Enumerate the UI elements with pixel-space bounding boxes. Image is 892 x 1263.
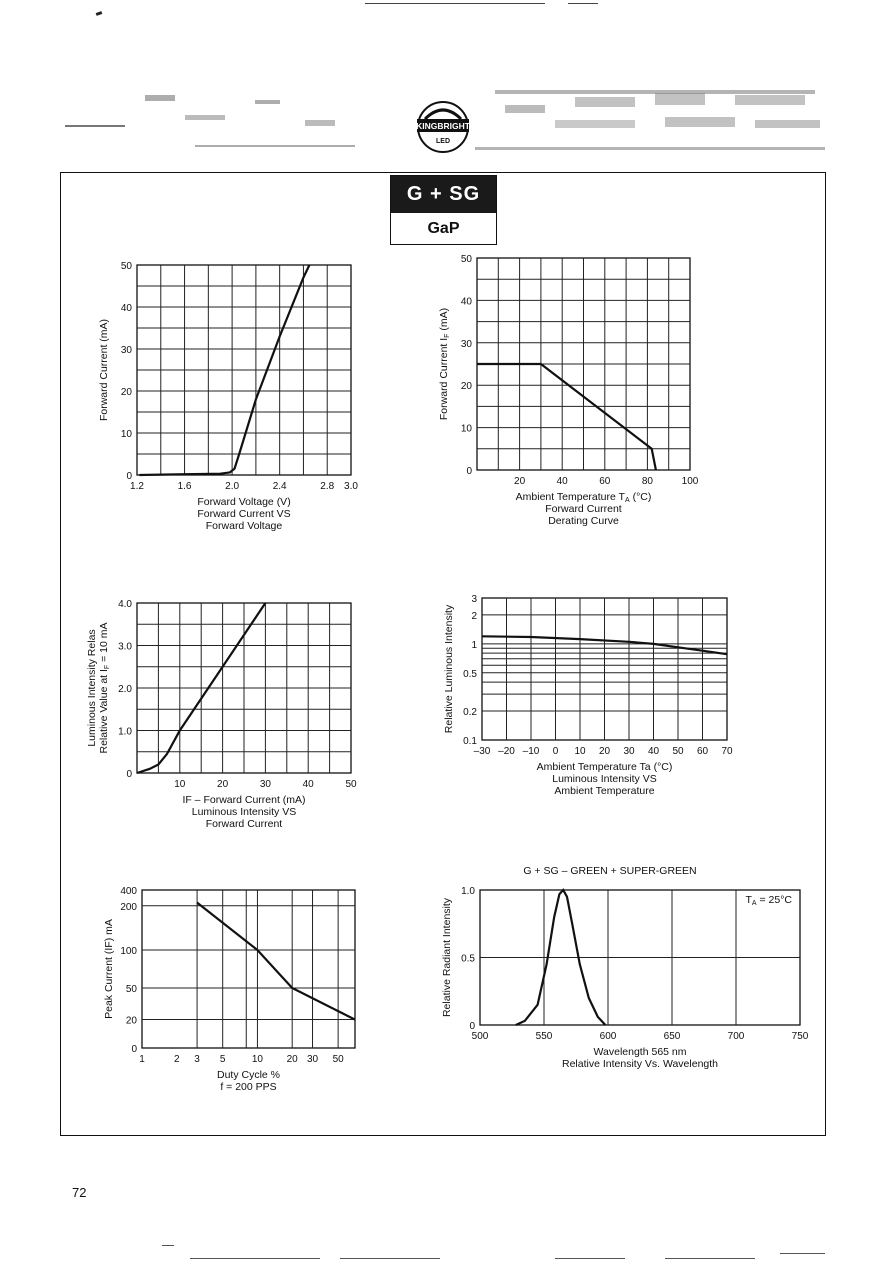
y-tick-label: 400 bbox=[120, 886, 137, 897]
y-tick-label: 0 bbox=[126, 471, 132, 482]
y-axis-label: Luminous Intensity Relas bbox=[86, 629, 98, 747]
footer-rule bbox=[162, 1245, 174, 1246]
series-line bbox=[477, 364, 656, 470]
top-rule-short bbox=[568, 3, 598, 4]
y-tick-label: 20 bbox=[125, 1015, 137, 1027]
y-axis-label-sub: F bbox=[444, 333, 451, 338]
x-tick-label: 1 bbox=[139, 1054, 145, 1065]
y-axis-label: Relative Radiant Intensity bbox=[441, 897, 453, 1018]
grid bbox=[137, 265, 351, 475]
chart-derating bbox=[420, 250, 730, 540]
x-tick-label: 2.8 bbox=[320, 481, 335, 492]
y-tick-label: 1.0 bbox=[118, 726, 132, 738]
x-tick-label: 10 bbox=[174, 779, 186, 790]
annotation-main: T bbox=[745, 894, 752, 906]
page-number: 72 bbox=[72, 1185, 87, 1200]
x-tick-label: 3 bbox=[194, 1054, 200, 1065]
footer-rule bbox=[780, 1253, 825, 1254]
scan-speck bbox=[96, 11, 103, 16]
x-tick-label: 550 bbox=[535, 1031, 553, 1042]
chart-caption: Forward Voltage (V) bbox=[197, 496, 291, 508]
y-tick-label: 50 bbox=[460, 254, 472, 265]
y-tick-label: 0.1 bbox=[463, 736, 477, 747]
y-tick-label: 1 bbox=[471, 639, 477, 651]
x-tick-label: 500 bbox=[471, 1031, 489, 1042]
x-tick-label: 70 bbox=[721, 746, 733, 757]
x-axis-label-unit: (°C) bbox=[629, 491, 652, 503]
x-tick-label: 20 bbox=[598, 746, 611, 757]
x-tick-label: 2 bbox=[173, 1054, 180, 1065]
y-tick-label: 0 bbox=[131, 1044, 137, 1055]
chart-caption: Forward Current bbox=[545, 503, 622, 515]
y-tick-label: 2 bbox=[471, 610, 477, 622]
y-tick-label: 30 bbox=[120, 345, 132, 356]
y-axis-label bbox=[438, 308, 451, 420]
y-tick-label: 4.0 bbox=[118, 599, 132, 610]
x-axis-label-sub: A bbox=[624, 497, 630, 504]
x-tick-label: 60 bbox=[599, 476, 611, 487]
x-tick-label: 30 bbox=[259, 779, 271, 790]
y-tick-label: 20 bbox=[460, 381, 472, 393]
title-box bbox=[390, 175, 497, 245]
footer-rule bbox=[340, 1258, 440, 1259]
grid bbox=[142, 890, 355, 1048]
x-tick-label: 2.4 bbox=[272, 481, 287, 492]
y-tick-label: 0.5 bbox=[461, 953, 475, 965]
y-tick-label: 3.0 bbox=[118, 641, 132, 653]
x-tick-label: –10 bbox=[522, 746, 540, 757]
y-tick-label: 0 bbox=[469, 1021, 475, 1032]
x-tick-label: 1.2 bbox=[130, 481, 144, 492]
x-tick-label: 40 bbox=[647, 746, 660, 757]
chart-caption: Luminous Intensity VS bbox=[552, 773, 657, 785]
chart-caption: Wavelength 565 nm bbox=[593, 1046, 687, 1058]
y-tick-label: 2.0 bbox=[118, 684, 132, 695]
y-tick-label: 0 bbox=[466, 466, 472, 477]
x-tick-label: 50 bbox=[672, 746, 684, 757]
logo-brand: KINGBRIGHT bbox=[416, 121, 470, 131]
y-axis-label-main: Relative Value at I bbox=[98, 669, 110, 754]
series-line bbox=[197, 903, 355, 1020]
x-tick-label: 80 bbox=[641, 476, 653, 487]
plot-frame bbox=[142, 890, 355, 1048]
chart-caption: Ambient Temperature Ta (°C) bbox=[536, 761, 673, 773]
x-tick-label: 3.0 bbox=[344, 481, 358, 492]
annotation-sub: A bbox=[751, 900, 757, 907]
x-tick-label: 750 bbox=[791, 1031, 809, 1042]
x-tick-label: 0 bbox=[552, 746, 559, 757]
chart-caption: IF – Forward Current (mA) bbox=[182, 794, 306, 806]
y-tick-label: 1.0 bbox=[461, 886, 475, 897]
footer-rule bbox=[190, 1258, 320, 1259]
y-tick-label: 10 bbox=[460, 423, 472, 435]
chart-caption: Duty Cycle % bbox=[216, 1069, 281, 1081]
chart-forward-voltage bbox=[80, 255, 400, 545]
x-tick-label: 40 bbox=[302, 779, 314, 790]
x-tick-label: –20 bbox=[498, 746, 515, 757]
chart-luminous-current bbox=[80, 595, 400, 845]
y-axis-label: Forward Current (mA) bbox=[98, 318, 110, 422]
x-axis-label-main: Ambient Temperature T bbox=[515, 491, 625, 503]
y-tick-label: 40 bbox=[460, 296, 472, 308]
x-tick-label: 20 bbox=[514, 476, 526, 487]
y-tick-label: 20 bbox=[120, 387, 132, 398]
x-tick-label: 5 bbox=[219, 1054, 226, 1065]
chart-caption: Forward Current bbox=[205, 818, 283, 830]
grid bbox=[480, 890, 800, 1025]
y-axis-label: Peak Current (IF) mA bbox=[103, 919, 115, 1019]
y-axis-label-unit: (mA) bbox=[438, 307, 450, 334]
chart-caption: f = 200 PPS bbox=[220, 1081, 277, 1093]
y-axis-label-main: Forward Current I bbox=[438, 337, 450, 421]
chart-caption: Ambient Temperature bbox=[554, 785, 655, 797]
x-tick-label: 50 bbox=[332, 1054, 344, 1065]
grid bbox=[137, 603, 351, 773]
y-tick-label: 50 bbox=[125, 983, 137, 995]
y-tick-label: 0 bbox=[126, 769, 132, 780]
y-axis-label: Relative Luminous Intensity bbox=[443, 604, 455, 734]
grid bbox=[482, 598, 727, 740]
y-axis-label-line2 bbox=[98, 622, 111, 753]
x-tick-label: 700 bbox=[727, 1031, 745, 1042]
chart-peak-current bbox=[80, 880, 400, 1110]
x-tick-label: 650 bbox=[663, 1031, 681, 1042]
top-rule bbox=[365, 3, 545, 4]
x-tick-label: 2.0 bbox=[225, 481, 240, 492]
kingbright-logo bbox=[413, 97, 473, 157]
chart-title: G + SG – GREEN + SUPER-GREEN bbox=[523, 865, 697, 877]
chart-spectrum bbox=[420, 860, 820, 1080]
y-axis-label-sub: F bbox=[104, 664, 111, 670]
y-tick-label: 10 bbox=[120, 429, 132, 440]
x-tick-label: 1.6 bbox=[177, 481, 192, 492]
x-tick-label: 100 bbox=[681, 476, 699, 487]
chart-luminous-temperature bbox=[420, 590, 750, 815]
x-tick-label: 30 bbox=[306, 1054, 319, 1065]
chart-caption: Derating Curve bbox=[548, 515, 619, 527]
footer-rule bbox=[665, 1258, 755, 1259]
x-tick-label: 40 bbox=[556, 476, 568, 487]
x-tick-label: 60 bbox=[696, 746, 709, 757]
x-tick-label: 10 bbox=[574, 746, 586, 757]
footer-rule bbox=[555, 1258, 625, 1259]
x-tick-label: 20 bbox=[286, 1054, 298, 1065]
y-tick-label: 0.5 bbox=[463, 668, 477, 680]
y-tick-label: 0.2 bbox=[463, 707, 477, 719]
x-tick-label: 20 bbox=[217, 779, 229, 790]
y-axis-label-unit: = 10 mA bbox=[98, 622, 110, 665]
x-tick-label: 10 bbox=[251, 1054, 264, 1065]
x-tick-label: 30 bbox=[623, 746, 635, 757]
chart-caption: Luminous Intensity VS bbox=[191, 806, 297, 818]
x-tick-label: 50 bbox=[345, 779, 357, 790]
chart-caption: Forward Current VS bbox=[197, 508, 291, 520]
chart-caption: Relative Intensity Vs. Wavelength bbox=[561, 1058, 719, 1070]
y-tick-label: 3 bbox=[471, 594, 477, 605]
y-tick-label: 100 bbox=[120, 946, 137, 958]
annotation-tail: = 25°C bbox=[756, 894, 792, 906]
product-code: G + SG bbox=[391, 176, 496, 213]
x-tick-label: 600 bbox=[599, 1031, 617, 1042]
x-tick-label: –30 bbox=[473, 746, 491, 757]
y-tick-label: 30 bbox=[460, 338, 472, 350]
y-tick-label: 200 bbox=[120, 901, 137, 913]
chart-annotation bbox=[745, 894, 792, 907]
y-tick-label: 50 bbox=[120, 261, 132, 272]
material-label: GaP bbox=[427, 220, 460, 237]
chart-caption: Forward Voltage bbox=[205, 520, 283, 532]
logo-sub: LED bbox=[436, 138, 450, 145]
y-tick-label: 40 bbox=[120, 303, 132, 314]
